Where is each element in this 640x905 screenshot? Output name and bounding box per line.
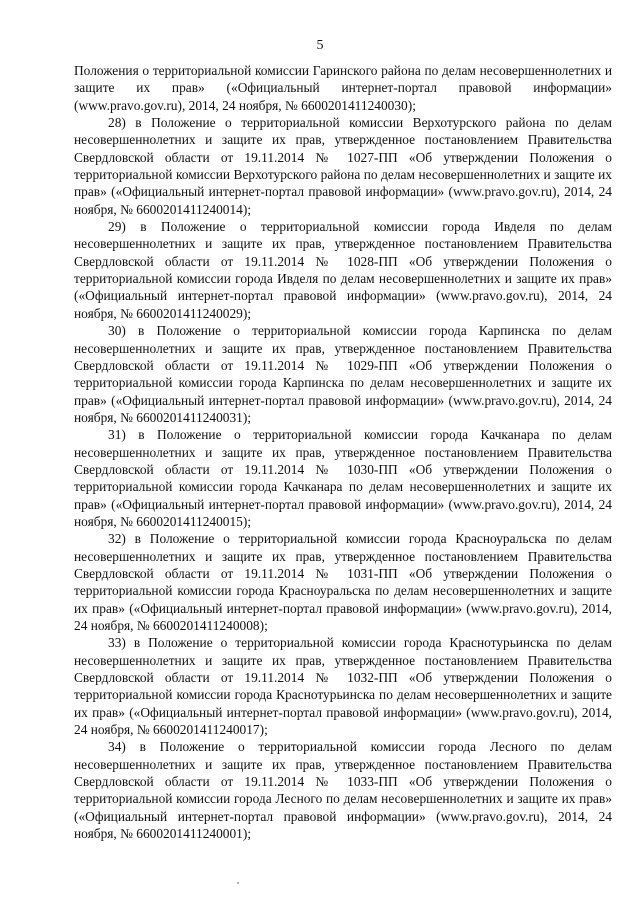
paragraph-item-32: 32) в Положение о территориальной комиссии города Красноуральска по делам несовершеннолетних и защите их прав, утвержденное постановлением Правительства Свердловской области от 19.11.2014 № 1031-ПП «Об утверждении Положения о территориальной комиссии города Красноуральска по делам несовершеннолетних и защите их прав» («Официальный интернет-портал правовой информации» (www.pravo.gov.ru), 2014, 24 ноября, № 6600201411240008); xyxy=(74,531,612,633)
document-body xyxy=(74,62,612,842)
page-number: 5 xyxy=(316,38,324,53)
paragraph-item-31: 31) в Положение о территориальной комиссии города Качканара по делам несовершеннолетних и защите их прав, утвержденное постановлением Правительства Свердловской области от 19.11.2014 № 1030-ПП «Об утверждении Положения о территориальной комиссии города Качканара по делам несовершеннолетних и защите их прав» («Официальный интернет-портал правовой информации» (www.pravo.gov.ru), 2014, 24 ноября, № 6600201411240015); xyxy=(74,427,612,529)
paragraph-item-29: 29) в Положение о территориальной комиссии города Ивделя по делам несовершеннолетних и защите их прав, утвержденное постановлением Правительства Свердловской области от 19.11.2014 № 1028-ПП «Об утверждении Положения о территориальной комиссии города Ивделя по делам несовершеннолетних и защите их прав» («Официальный интернет-портал правовой информации» (www.pravo.gov.ru), 2014, 24 ноября, № 6600201411240029); xyxy=(74,219,612,321)
paragraph-item-34: 34) в Положение о территориальной комиссии города Лесного по делам несовершеннолетних и защите их прав, утвержденное постановлением Правительства Свердловской области от 19.11.2014 № 1033-ПП «Об утверждении Положения о территориальной комиссии города Лесного по делам несовершеннолетних и защите их прав» («Официальный интернет-портал правовой информации» (www.pravo.gov.ru), 2014, 24 ноября, № 6600201411240001); xyxy=(74,739,612,842)
paragraph-item-30: 30) в Положение о территориальной комиссии города Карпинска по делам несовершеннолетних и защите их прав, утвержденное постановлением Правительства Свердловской области от 19.11.2014 № 1029-ПП «Об утверждении Положения о территориальной комиссии города Карпинска по делам несовершеннолетних и защите их прав» («Официальный интернет-портал правовой информации» (www.pravo.gov.ru), 2014, 24 ноября, № 6600201411240031); xyxy=(74,323,612,425)
paragraph-continuation: Положения о территориальной комиссии Гаринского района по делам несовершеннолетних и защите их прав» («Официальный интернет-портал правовой информации» (www.pravo.gov.ru), 2014, 24 ноября, № 6600201411240030); xyxy=(74,63,612,113)
paragraph-item-33: 33) в Положение о территориальной комиссии города Краснотурьинска по делам несовершеннолетних и защите их прав, утвержденное постановлением Правительства Свердловской области от 19.11.2014 № 1032-ПП «Об утверждении Положения о территориальной комиссии города Краснотурьинска по делам несовершеннолетних и защите их прав» («Официальный интернет-портал правовой информации» (www.pravo.gov.ru), 2014, 24 ноября, № 6600201411240017); xyxy=(74,635,612,738)
scan-speck xyxy=(237,882,239,884)
paragraph-item-28: 28) в Положение о территориальной комиссии Верхотурского района по делам несовершеннолетних и защите их прав, утвержденное постановлением Правительства Свердловской области от 19.11.2014 № 1027-ПП «Об утверждении Положения о территориальной комиссии Верхотурского района по делам несовершеннолетних и защите их прав» («Официальный интернет-портал правовой информации» (www.pravo.gov.ru), 2014, 24 ноября, № 6600201411240014); xyxy=(74,115,612,217)
